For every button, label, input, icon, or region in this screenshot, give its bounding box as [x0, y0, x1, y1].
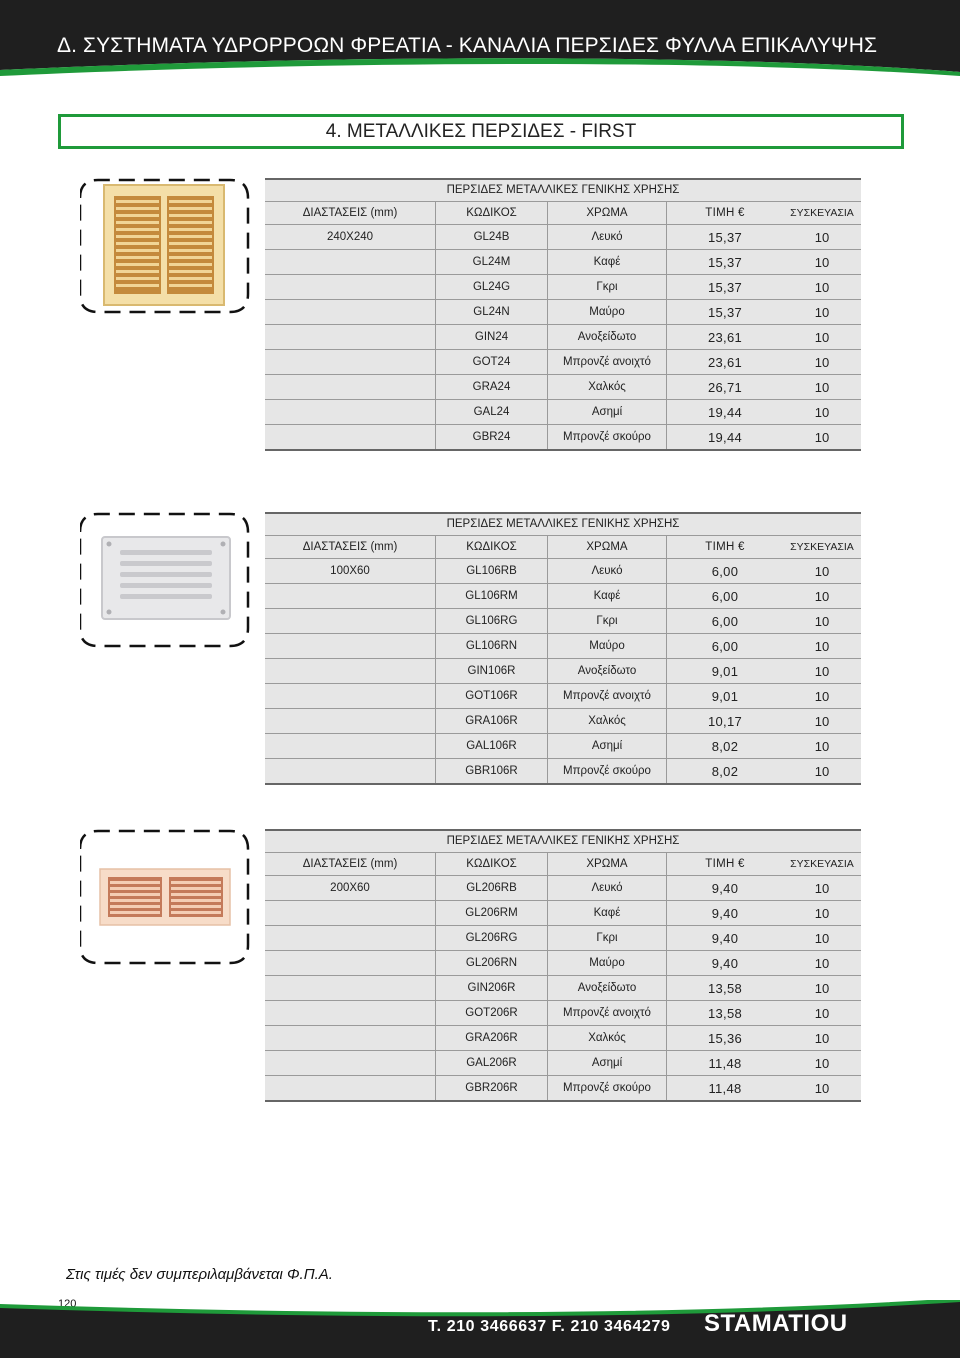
cell-price: 8,02 [711, 738, 739, 754]
col-dimensions-header: ΔΙΑΣΤΑΣΕΙΣ (mm) [265, 536, 436, 558]
cell-dimensions [265, 734, 436, 758]
cell-color: Χαλκός [548, 375, 667, 399]
cell-color: Λευκό [548, 559, 667, 583]
table-body [265, 225, 861, 451]
cell-dimensions [265, 926, 436, 950]
cell-package: 10 [814, 329, 830, 345]
table-row [265, 734, 861, 759]
cell-price: 23,61 [707, 354, 743, 370]
col-color-header: ΧΡΩΜΑ [548, 202, 667, 224]
cell-price: 9,01 [711, 663, 739, 679]
cell-price: 13,58 [707, 1005, 743, 1021]
cell-price: 26,71 [707, 379, 743, 395]
cell-price: 6,00 [711, 563, 739, 579]
cell-package: 10 [814, 638, 830, 654]
cell-package: 10 [814, 254, 830, 270]
cell-color: Ασημί [548, 734, 667, 758]
page-number: 120 [58, 1298, 77, 1310]
cell-code: GRA206R [436, 1026, 548, 1050]
table-body [265, 876, 861, 1102]
cell-code: GAL106R [436, 734, 548, 758]
cell-code: GL106RN [436, 634, 548, 658]
col-package-header: ΣΥΣΚΕΥΑΣΙΑ [790, 207, 854, 219]
cell-code: GRA106R [436, 709, 548, 733]
cell-dimensions [265, 325, 436, 349]
cell-package: 10 [814, 738, 830, 754]
cell-color: Ανοξείδωτο [548, 976, 667, 1000]
cell-color: Μπρονζέ ανοιχτό [548, 684, 667, 708]
cell-code: GBR106R [436, 759, 548, 783]
col-dimensions-header: ΔΙΑΣΤΑΣΕΙΣ (mm) [265, 202, 436, 224]
col-package-header: ΣΥΣΚΕΥΑΣΙΑ [790, 858, 854, 870]
cell-price: 6,00 [711, 613, 739, 629]
col-code-header: ΚΩΔΙΚΟΣ [436, 536, 548, 558]
cell-price: 9,40 [711, 905, 739, 921]
table-row [265, 976, 861, 1001]
col-price-header: ΤΙΜΗ € [705, 858, 745, 870]
cell-color: Μπρονζέ ανοιχτό [548, 1001, 667, 1025]
footer-brand: STAMATIOU [704, 1310, 848, 1337]
cell-color: Λευκό [548, 876, 667, 900]
cell-code: GL106RB [436, 559, 548, 583]
cell-package: 10 [814, 429, 830, 445]
table-title: ΠΕΡΣΙΔΕΣ ΜΕΤΑΛΛΙΚΕΣ ΓΕΝΙΚΗΣ ΧΡΗΣΗΣ [265, 180, 861, 202]
cell-dimensions [265, 759, 436, 783]
cell-dimensions [265, 1026, 436, 1050]
cell-package: 10 [814, 713, 830, 729]
table-row [265, 759, 861, 785]
table-row [265, 300, 861, 325]
col-code-header: ΚΩΔΙΚΟΣ [436, 853, 548, 875]
cell-price: 13,58 [707, 980, 743, 996]
table-header-row [265, 536, 861, 559]
cell-code: GL24B [436, 225, 548, 249]
cell-price: 15,37 [707, 304, 743, 320]
cell-dimensions: 200X60 [265, 876, 436, 900]
cell-dimensions [265, 976, 436, 1000]
cell-code: GL206RB [436, 876, 548, 900]
cell-code: GIN206R [436, 976, 548, 1000]
cell-code: GL206RN [436, 951, 548, 975]
table-row [265, 709, 861, 734]
vat-note: Στις τιμές δεν συμπεριλαμβάνεται Φ.Π.Α. [66, 1266, 333, 1283]
cell-code: GAL206R [436, 1051, 548, 1075]
table-row [265, 1051, 861, 1076]
cell-color: Ασημί [548, 1051, 667, 1075]
cell-color: Μπρονζέ σκούρο [548, 425, 667, 449]
col-code-header: ΚΩΔΙΚΟΣ [436, 202, 548, 224]
header-bar [0, 0, 960, 72]
cell-dimensions [265, 684, 436, 708]
cell-package: 10 [814, 229, 830, 245]
cell-price: 6,00 [711, 588, 739, 604]
cell-dimensions [265, 350, 436, 374]
table-row [265, 275, 861, 300]
cell-code: GL24G [436, 275, 548, 299]
cell-color: Μαύρο [548, 634, 667, 658]
cell-code: GBR24 [436, 425, 548, 449]
table-row [265, 684, 861, 709]
cell-package: 10 [814, 688, 830, 704]
cell-price: 15,37 [707, 229, 743, 245]
cell-dimensions [265, 400, 436, 424]
table-row [265, 400, 861, 425]
col-dimensions-header: ΔΙΑΣΤΑΣΕΙΣ (mm) [265, 853, 436, 875]
table-title: ΠΕΡΣΙΔΕΣ ΜΕΤΑΛΛΙΚΕΣ ΓΕΝΙΚΗΣ ΧΡΗΣΗΣ [265, 831, 861, 853]
cell-dimensions [265, 659, 436, 683]
cell-code: GOT206R [436, 1001, 548, 1025]
cell-code: GIN106R [436, 659, 548, 683]
cell-price: 15,37 [707, 279, 743, 295]
cell-price: 9,40 [711, 930, 739, 946]
square-louvre-vent-image [80, 178, 252, 316]
small-grey-louvre-vent-image [80, 512, 252, 650]
table-title: ΠΕΡΣΙΔΕΣ ΜΕΤΑΛΛΙΚΕΣ ΓΕΝΙΚΗΣ ΧΡΗΣΗΣ [265, 514, 861, 536]
cell-dimensions [265, 1001, 436, 1025]
product-image-frame [80, 829, 250, 964]
cell-package: 10 [814, 404, 830, 420]
table-row [265, 901, 861, 926]
cell-package: 10 [814, 563, 830, 579]
section-title: 4. ΜΕΤΑΛΛΙΚΕΣ ΠΕΡΣΙΔΕΣ - FIRST [325, 121, 637, 142]
cell-package: 10 [814, 980, 830, 996]
cell-dimensions [265, 375, 436, 399]
long-copper-louvre-vent-image [80, 829, 252, 967]
cell-package: 10 [814, 354, 830, 370]
cell-dimensions [265, 901, 436, 925]
col-color-header: ΧΡΩΜΑ [548, 853, 667, 875]
table-row [265, 350, 861, 375]
col-package-header: ΣΥΣΚΕΥΑΣΙΑ [790, 541, 854, 553]
cell-color: Ανοξείδωτο [548, 325, 667, 349]
table-row [265, 634, 861, 659]
cell-price: 9,01 [711, 688, 739, 704]
cell-dimensions [265, 951, 436, 975]
table-body [265, 559, 861, 785]
cell-package: 10 [814, 1055, 830, 1071]
cell-package: 10 [814, 905, 830, 921]
cell-code: GOT106R [436, 684, 548, 708]
cell-price: 11,48 [708, 1055, 742, 1071]
cell-color: Ανοξείδωτο [548, 659, 667, 683]
table-row [265, 1001, 861, 1026]
cell-dimensions [265, 1051, 436, 1075]
cell-code: GL206RM [436, 901, 548, 925]
cell-package: 10 [814, 1080, 830, 1096]
table-row [265, 559, 861, 584]
cell-color: Χαλκός [548, 1026, 667, 1050]
cell-color: Γκρι [548, 275, 667, 299]
cell-package: 10 [814, 588, 830, 604]
table-row [265, 584, 861, 609]
cell-price: 23,61 [707, 329, 743, 345]
cell-code: GOT24 [436, 350, 548, 374]
cell-color: Γκρι [548, 926, 667, 950]
price-table-1 [265, 178, 861, 451]
cell-dimensions [265, 275, 436, 299]
cell-color: Χαλκός [548, 709, 667, 733]
cell-package: 10 [814, 930, 830, 946]
product-image-frame [80, 178, 250, 313]
cell-price: 11,48 [708, 1080, 742, 1096]
table-row [265, 425, 861, 451]
table-row [265, 609, 861, 634]
cell-color: Καφέ [548, 901, 667, 925]
cell-dimensions [265, 425, 436, 449]
table-row [265, 926, 861, 951]
cell-price: 10,17 [707, 713, 743, 729]
col-price-header: ΤΙΜΗ € [705, 207, 745, 219]
cell-package: 10 [814, 880, 830, 896]
footer-contact: T. 210 3466637 F. 210 3464279 [428, 1318, 671, 1335]
price-table-3 [265, 829, 861, 1102]
cell-price: 15,36 [707, 1030, 743, 1046]
cell-color: Καφέ [548, 584, 667, 608]
cell-price: 19,44 [707, 404, 743, 420]
cell-color: Μπρονζέ ανοιχτό [548, 350, 667, 374]
cell-code: GL24M [436, 250, 548, 274]
cell-package: 10 [814, 763, 830, 779]
cell-color: Μπρονζέ σκούρο [548, 1076, 667, 1100]
cell-package: 10 [814, 663, 830, 679]
table-row [265, 250, 861, 275]
cell-dimensions [265, 634, 436, 658]
cell-price: 19,44 [707, 429, 743, 445]
cell-package: 10 [814, 613, 830, 629]
cell-color: Ασημί [548, 400, 667, 424]
table-row [265, 1026, 861, 1051]
cell-code: GIN24 [436, 325, 548, 349]
cell-color: Λευκό [548, 225, 667, 249]
cell-package: 10 [814, 379, 830, 395]
price-table-2 [265, 512, 861, 785]
cell-package: 10 [814, 955, 830, 971]
cell-color: Καφέ [548, 250, 667, 274]
cell-code: GRA24 [436, 375, 548, 399]
table-row [265, 375, 861, 400]
cell-code: GL106RG [436, 609, 548, 633]
cell-price: 9,40 [711, 880, 739, 896]
cell-dimensions [265, 300, 436, 324]
cell-code: GL206RG [436, 926, 548, 950]
cell-dimensions [265, 709, 436, 733]
table-row [265, 325, 861, 350]
table-row [265, 876, 861, 901]
cell-dimensions [265, 584, 436, 608]
product-image-frame [80, 512, 250, 647]
table-header-row [265, 202, 861, 225]
cell-color: Μαύρο [548, 300, 667, 324]
cell-color: Μαύρο [548, 951, 667, 975]
table-row [265, 225, 861, 250]
cell-price: 8,02 [711, 763, 739, 779]
cell-color: Γκρι [548, 609, 667, 633]
cell-price: 6,00 [711, 638, 739, 654]
cell-package: 10 [814, 304, 830, 320]
cell-package: 10 [814, 1005, 830, 1021]
cell-code: GL106RM [436, 584, 548, 608]
cell-dimensions [265, 250, 436, 274]
table-header-row [265, 853, 861, 876]
col-color-header: ΧΡΩΜΑ [548, 536, 667, 558]
cell-price: 15,37 [707, 254, 743, 270]
cell-price: 9,40 [711, 955, 739, 971]
cell-dimensions [265, 609, 436, 633]
cell-dimensions [265, 1076, 436, 1100]
col-price-header: ΤΙΜΗ € [705, 541, 745, 553]
cell-code: GBR206R [436, 1076, 548, 1100]
page-header-title: Δ. ΣΥΣΤΗΜΑΤΑ ΥΔΡΟΡΡΟΩΝ ΦΡΕΑΤΙΑ - ΚΑΝΑΛΙΑ ΠΕΡΣΙΔΕΣ ΦΥΛΛΑ ΕΠΙΚΑΛΥΨΗΣ [57, 34, 878, 57]
cell-dimensions: 240X240 [265, 225, 436, 249]
table-row [265, 1076, 861, 1102]
cell-dimensions: 100X60 [265, 559, 436, 583]
section-title-box [58, 114, 904, 149]
cell-package: 10 [814, 279, 830, 295]
cell-color: Μπρονζέ σκούρο [548, 759, 667, 783]
cell-code: GAL24 [436, 400, 548, 424]
table-row [265, 951, 861, 976]
cell-package: 10 [814, 1030, 830, 1046]
table-row [265, 659, 861, 684]
cell-code: GL24N [436, 300, 548, 324]
